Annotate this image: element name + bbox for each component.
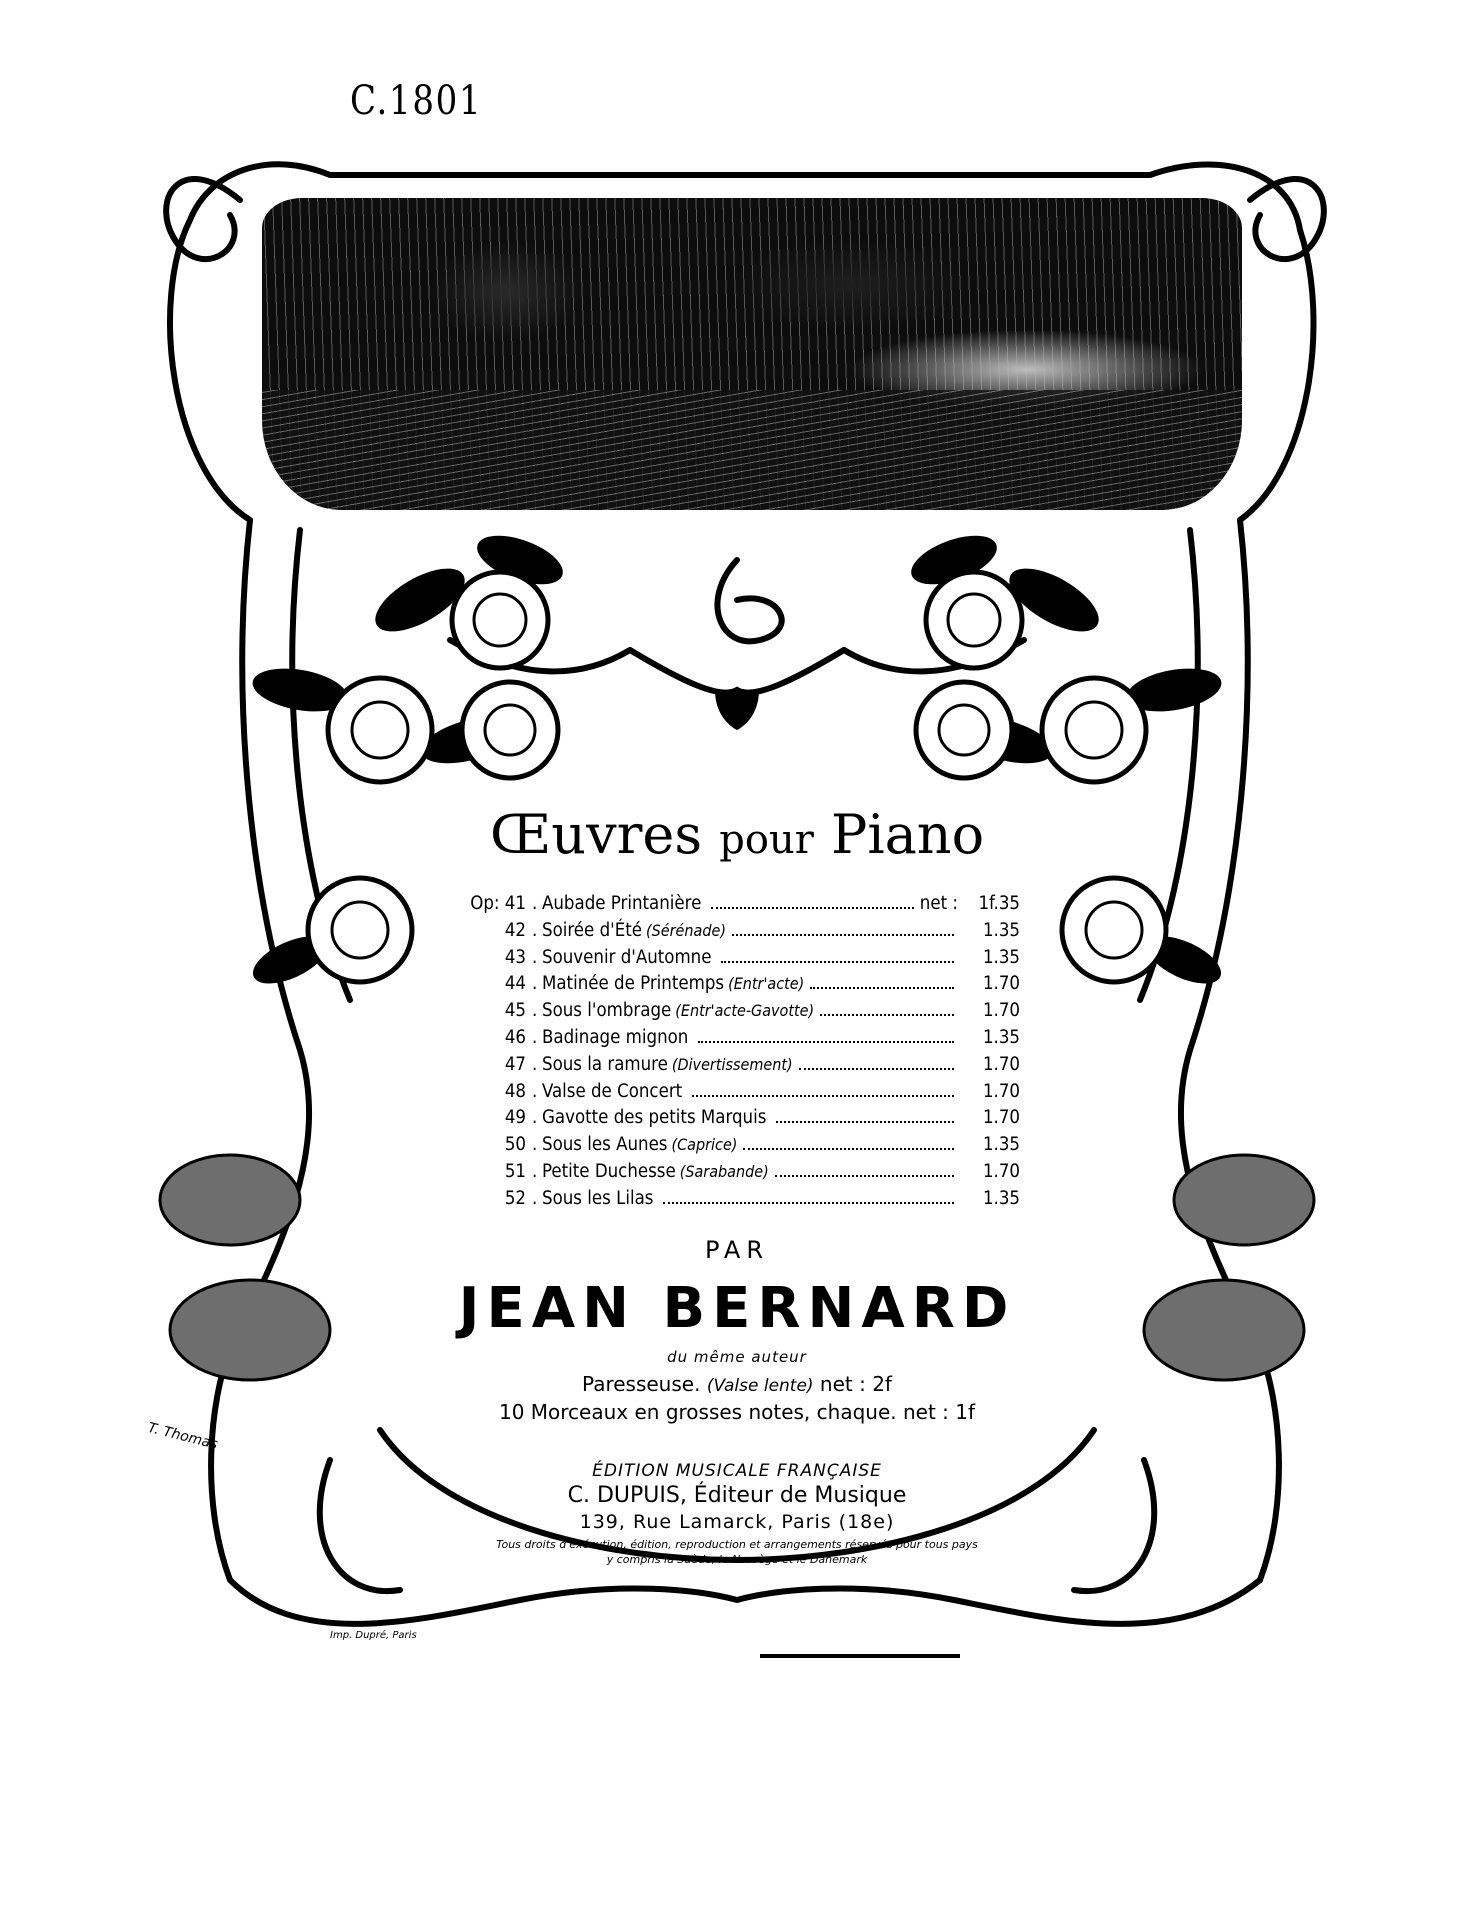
work-title: Sous la ramure [542, 1053, 668, 1075]
work-title: Sous les Lilas [542, 1187, 654, 1209]
work-title: Aubade Printanière [542, 893, 702, 914]
opus-number: 50 [504, 1134, 526, 1156]
work-title: Petite Duchesse [542, 1160, 676, 1182]
list-item: 44 . Matinée de Printemps (Entr'acte) 1.70 [460, 973, 1020, 1000]
work-price: 1.35 [982, 1187, 1020, 1209]
work-price: 1.70 [982, 1000, 1020, 1022]
opus-number: 47 [504, 1053, 526, 1075]
work-price: 1.35 [982, 946, 1020, 968]
work-subtitle: (Sérénade) [646, 920, 726, 940]
opus-number: 49 [504, 1107, 526, 1129]
work-title: Souvenir d'Automne [542, 946, 712, 968]
same-author-label: du même auteur [667, 1348, 807, 1366]
work-price: 1.35 [982, 1026, 1020, 1048]
work-title: Soirée d'Été [542, 919, 642, 941]
work-price: 1f.35 [978, 893, 1020, 914]
work-price: 1.70 [982, 1160, 1020, 1182]
list-item: 47 . Sous la ramure (Divertissement) 1.70 [460, 1054, 1020, 1081]
list-item: 42 . Soirée d'Été (Sérénade) 1.35 [460, 920, 1020, 947]
title-word-1: Œuvres [489, 803, 703, 866]
par-label: PAR [704, 1236, 770, 1264]
list-item: 49 . Gavotte des petits Marquis 1.70 [460, 1107, 1020, 1134]
rights-line-1: Tous droits d'exécution, édition, reproduction et arrangements réservés pour tous pays [496, 1538, 978, 1551]
opus-number: Op: 41 [470, 893, 526, 914]
work-price: 1.70 [982, 973, 1020, 995]
opus-number: 52 [504, 1187, 526, 1209]
opus-number: 45 [504, 1000, 526, 1022]
landscape-illustration [262, 198, 1242, 510]
work-price: 1.35 [982, 919, 1020, 941]
work-title: Sous les Aunes [542, 1134, 668, 1156]
list-item: 45 . Sous l'ombrage (Entr'acte-Gavotte) 1.70 [460, 1000, 1020, 1027]
work-title: Matinée de Printemps [542, 973, 725, 995]
opus-number: 42 [504, 919, 526, 941]
work-subtitle: (Sarabande) [679, 1161, 769, 1181]
work-title: Sous l'ombrage [542, 1000, 672, 1022]
publisher-label: ÉDITION MUSICALE FRANÇAISE [592, 1461, 882, 1481]
list-item: 50 . Sous les Aunes (Caprice) 1.35 [460, 1134, 1020, 1161]
publisher-name: C. DUPUIS, Éditeur de Musique [567, 1483, 907, 1508]
publisher-address: 139, Rue Lamarck, Paris (18e) [579, 1511, 895, 1533]
artist-signature: T. Thomas [146, 1420, 220, 1453]
opus-number: 46 [504, 1026, 526, 1048]
works-list [460, 893, 1020, 1215]
title-word-2: pour [719, 817, 814, 863]
work-title: Badinage mignon [542, 1026, 689, 1048]
work-subtitle: (Caprice) [671, 1135, 738, 1155]
list-item: 46 . Badinage mignon 1.35 [460, 1027, 1020, 1054]
catalogue-stamp: C.1801 [350, 78, 483, 124]
list-item: 43 . Souvenir d'Automne 1.35 [460, 947, 1020, 974]
work-price: 1.35 [982, 1134, 1020, 1156]
work-price: 1.70 [982, 1107, 1020, 1129]
opus-number: 44 [504, 973, 526, 995]
title-word-3: Piano [831, 803, 985, 866]
other-work-2: 10 Morceaux en grosses notes, chaque. net : 1f [498, 1400, 976, 1424]
opus-number: 48 [504, 1080, 526, 1102]
other-work-price: net : 2f [819, 1372, 892, 1396]
work-title: Gavotte des petits Marquis [542, 1107, 767, 1129]
work-title: Valse de Concert [542, 1080, 683, 1102]
work-price: 1.70 [982, 1053, 1020, 1075]
net-label: net : [919, 893, 958, 914]
list-item: 48 . Valse de Concert 1.70 [460, 1081, 1020, 1108]
list-item: 51 . Petite Duchesse (Sarabande) 1.70 [460, 1161, 1020, 1188]
opus-number: 51 [504, 1160, 526, 1182]
work-subtitle: (Divertissement) [671, 1054, 793, 1074]
work-subtitle: (Entr'acte-Gavotte) [675, 1001, 815, 1021]
list-item: 52 . Sous les Lilas 1.35 [460, 1188, 1020, 1215]
rights-line-2: y compris la Suède, la Norvège et le Danemark [606, 1553, 868, 1566]
opus-number: 43 [504, 946, 526, 968]
other-work-1 [0, 1372, 1474, 1396]
other-work-title: Paresseuse. [582, 1372, 701, 1396]
collection-title [0, 803, 1474, 866]
printer-credit: Imp. Dupré, Paris [330, 1630, 417, 1641]
bottom-rule [760, 1654, 960, 1658]
list-item: Op: 41 . Aubade Printanière net : 1f.35 [460, 893, 1020, 920]
other-work-subtitle: (Valse lente) [706, 1376, 814, 1396]
composer-name: JEAN BERNARD [458, 1276, 1016, 1341]
work-price: 1.70 [982, 1080, 1020, 1102]
work-subtitle: (Entr'acte) [728, 974, 805, 994]
